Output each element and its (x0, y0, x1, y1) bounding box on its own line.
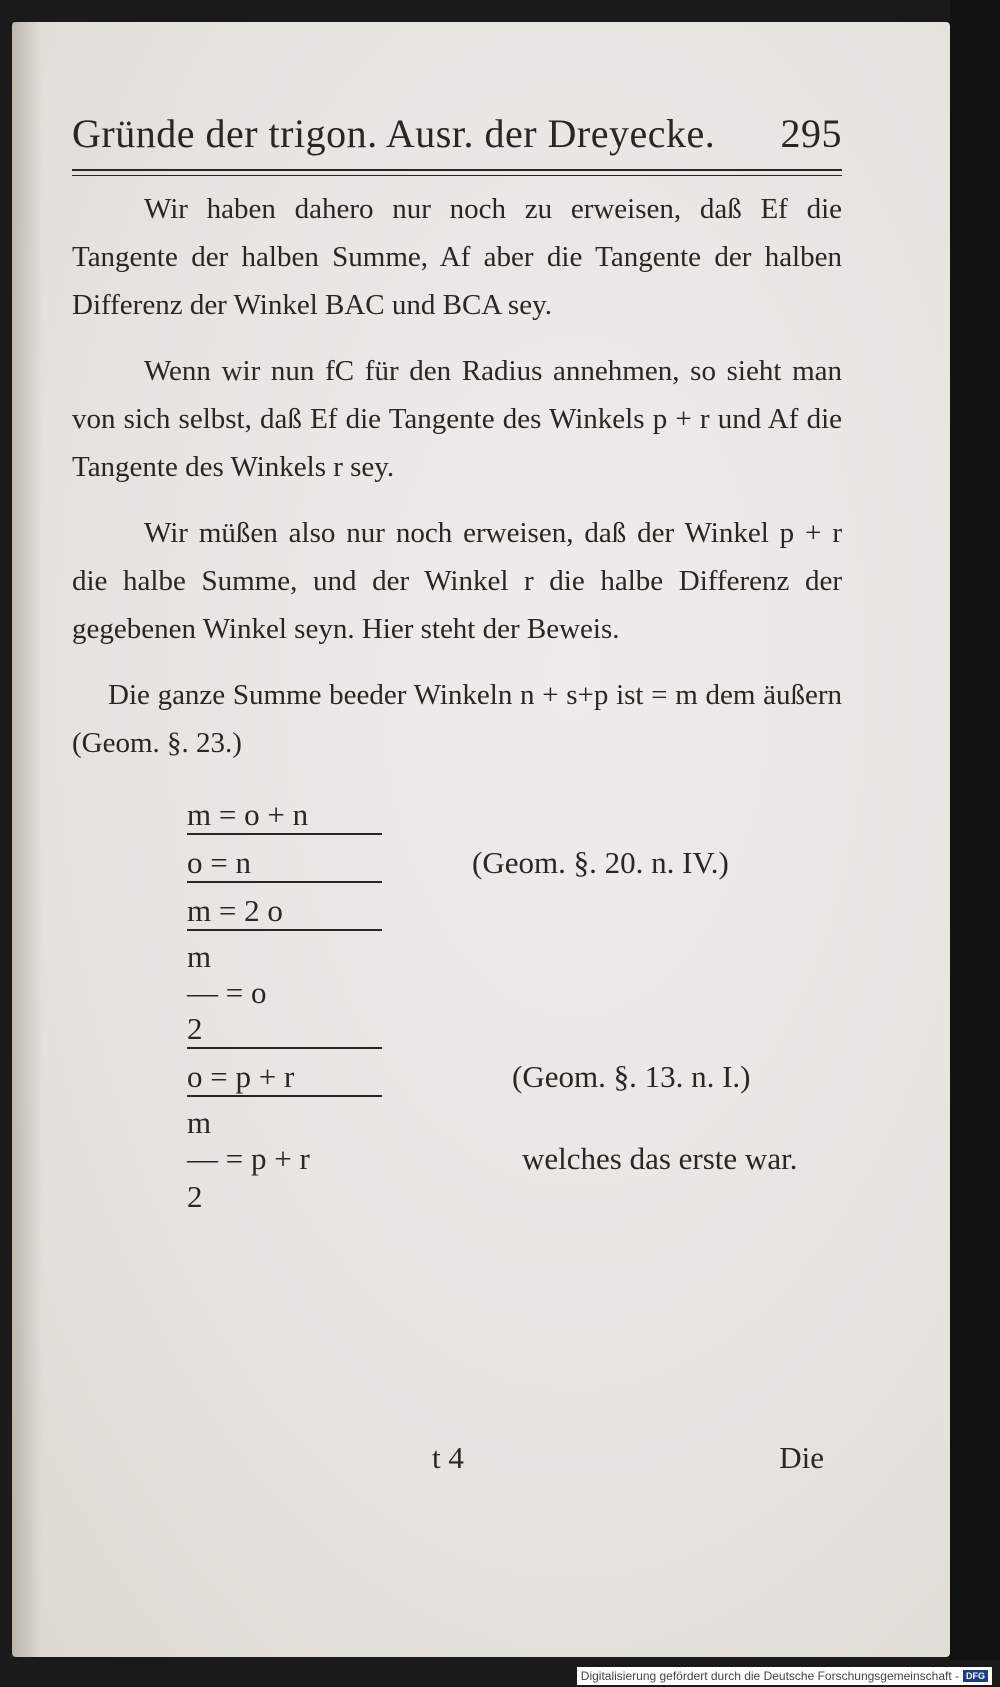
book-edge (950, 0, 1000, 1660)
signature-mark: t 4 (432, 1440, 464, 1475)
digitization-credit (577, 1667, 992, 1685)
equation: — = p + r (187, 1141, 310, 1176)
proof-derivation (72, 797, 842, 1227)
paragraph: Die ganze Summe beeder Winkeln n + s+p ist = m dem äußern (Geom. §. 23.) (72, 679, 842, 759)
citation: (Geom. §. 13. n. I.) (512, 1059, 751, 1094)
equation: — = o (187, 975, 267, 1010)
equation-numerator: m (187, 939, 212, 974)
equation-numerator: m (187, 1105, 212, 1140)
page-number: 295 (780, 111, 842, 156)
dfg-logo: DFG (963, 1670, 988, 1682)
page-content (72, 110, 842, 1227)
paragraph: Wenn wir nun fC für den Radius annehmen, so sieht man von sich selbst, daß Ef die Tangente des Winkels p + r und Af die Tangente des Winkels r sey. (72, 355, 842, 483)
catchword: Die (779, 1440, 824, 1475)
paragraph: Wir haben dahero nur noch zu erweisen, daß Ef die Tangente der halben Summe, Af aber die Tangente der halben Differenz der Winkel BAC und BCA sey. (72, 193, 842, 321)
equation: m = o + n (187, 797, 382, 835)
equation: o = p + r (187, 1059, 382, 1097)
citation: (Geom. §. 20. n. IV.) (472, 845, 729, 880)
paragraph: Wir müßen also nur noch erweisen, daß der Winkel p + r die halbe Summe, und der Winkel r die halbe Differenz der gegebenen Winkel seyn. Hier steht der Beweis. (72, 517, 842, 645)
running-title: Gründe der trigon. Ausr. der Dreyecke. (72, 111, 716, 156)
equation-denominator: 2 (187, 1179, 203, 1214)
equation: o = n (187, 845, 382, 883)
equation-denominator: 2 (187, 1011, 382, 1049)
running-header (72, 110, 842, 165)
conclusion-text: welches das erste war. (522, 1141, 798, 1176)
header-rule (72, 169, 842, 171)
spine-shadow (12, 22, 42, 1657)
credit-text: Digitalisierung gefördert durch die Deutsche Forschungsgemeinschaft - (580, 1669, 959, 1683)
equation: m = 2 o (187, 893, 382, 931)
